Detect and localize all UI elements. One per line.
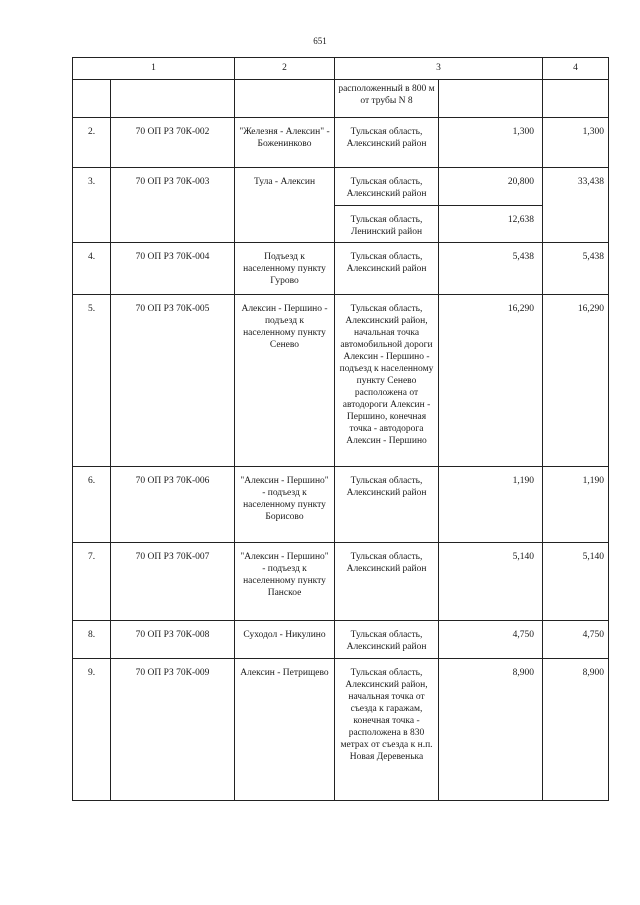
road-length: 1,300 [439,118,543,168]
road-code: 70 ОП РЗ 70К-009 [111,659,235,801]
road-total: 1,190 [543,467,609,543]
road-location: Тульская область, Алексинский район [335,118,439,168]
road-name: "Железня - Алексин" - Боженинково [235,118,335,168]
road-total: 8,900 [543,659,609,801]
road-length: 5,140 [439,543,543,621]
road-code: 70 ОП РЗ 70К-008 [111,621,235,659]
road-location: Тульская область, Алексинский район, начальная точка от съезда к гаражам, конечная точка - расположена в 830 метрах от съезда к н.п. Новая Деревенька [335,659,439,801]
row-number: 8. [73,621,111,659]
header-col-3: 3 [335,58,543,80]
table-row [73,243,609,295]
road-length: 8,900 [439,659,543,801]
road-name: "Алексин - Першино" - подъезд к населенному пункту Борисово [235,467,335,543]
row-number: 6. [73,467,111,543]
road-name: Подъезд к населенному пункту Гурово [235,243,335,295]
road-total: 5,140 [543,543,609,621]
road-code: 70 ОП РЗ 70К-004 [111,243,235,295]
row-number: 5. [73,295,111,467]
road-length: 16,290 [439,295,543,467]
table-row [73,118,609,168]
table-row [73,659,609,801]
road-name: Алексин - Петрищево [235,659,335,801]
road-name: "Алексин - Першино" - подъезд к населенному пункту Панское [235,543,335,621]
road-total: 33,438 [543,168,609,243]
num-cell [73,80,111,118]
road-code: 70 ОП РЗ 70К-003 [111,168,235,243]
road-location: Тульская область, Алексинский район, начальная точка автомобильной дороги Алексин - Першино - подъезд к населенному пункту Сенево расположена от автодороги Алексин - Першино, конечная точка - автодорога Алексин - Першино [335,295,439,467]
roads-table [72,57,609,801]
page-number: 651 [313,36,327,46]
road-length: 12,638 [439,206,543,243]
table-row [73,621,609,659]
row-number: 4. [73,243,111,295]
table-row [73,467,609,543]
road-location: Тульская область, Алексинский район [335,543,439,621]
name-cell [235,80,335,118]
row-number: 7. [73,543,111,621]
road-location: Тульская область, Алексинский район [335,243,439,295]
header-col-4: 4 [543,58,609,80]
road-location: Тульская область, Ленинский район [335,206,439,243]
road-total: 5,438 [543,243,609,295]
road-length: 5,438 [439,243,543,295]
road-total: 1,300 [543,118,609,168]
code-cell [111,80,235,118]
road-name: Суходол - Никулино [235,621,335,659]
road-code: 70 ОП РЗ 70К-005 [111,295,235,467]
table-row [73,168,609,206]
road-length: 20,800 [439,168,543,206]
location-cell: расположенный в 800 м от трубы N 8 [335,80,439,118]
row-number: 3. [73,168,111,243]
road-length: 4,750 [439,621,543,659]
road-total: 16,290 [543,295,609,467]
road-location: Тульская область, Алексинский район [335,467,439,543]
total-cell [543,80,609,118]
road-length: 1,190 [439,467,543,543]
table-row [73,295,609,467]
road-location: Тульская область, Алексинский район [335,621,439,659]
length-cell [439,80,543,118]
road-location: Тульская область, Алексинский район [335,168,439,206]
road-code: 70 ОП РЗ 70К-002 [111,118,235,168]
table-row [73,543,609,621]
road-code: 70 ОП РЗ 70К-006 [111,467,235,543]
road-name: Алексин - Першино - подъезд к населенному пункту Сенево [235,295,335,467]
table-row [73,80,609,118]
header-col-2: 2 [235,58,335,80]
road-code: 70 ОП РЗ 70К-007 [111,543,235,621]
row-number: 2. [73,118,111,168]
table-header-row [73,58,609,80]
road-total: 4,750 [543,621,609,659]
road-name: Тула - Алексин [235,168,335,243]
header-col-1: 1 [73,58,235,80]
row-number: 9. [73,659,111,801]
